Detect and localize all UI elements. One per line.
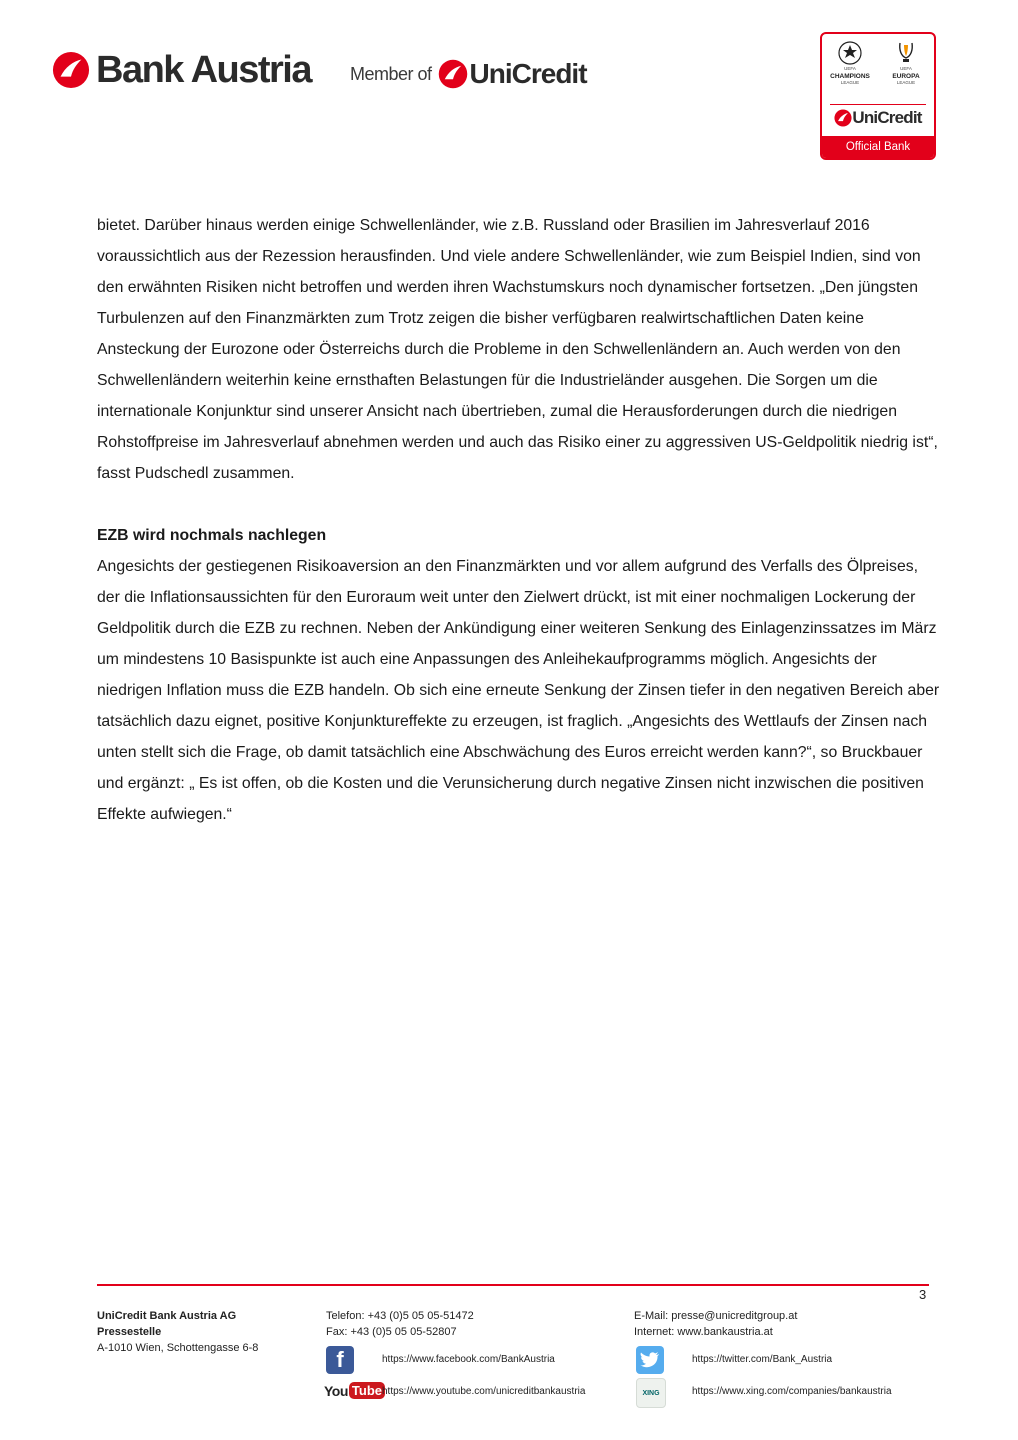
department: Pressestelle bbox=[97, 1326, 162, 1338]
xing-link[interactable]: https://www.xing.com/companies/bankaustria bbox=[692, 1386, 892, 1397]
badge-sponsor-name: UniCredit bbox=[852, 108, 922, 127]
section-heading: EZB wird nochmals nachlegen bbox=[97, 527, 327, 544]
youtube-tube: Tube bbox=[349, 1382, 385, 1399]
youtube-link[interactable]: https://www.youtube.com/unicreditbankaustria bbox=[382, 1386, 586, 1397]
fax: Fax: +43 (0)5 05 05-52807 bbox=[326, 1326, 457, 1338]
footer-company-block bbox=[97, 1308, 258, 1356]
footer-contact-block bbox=[326, 1308, 474, 1340]
trophy-icon bbox=[893, 40, 919, 66]
unicredit-logo-icon bbox=[834, 109, 852, 127]
comp2-name: EUROPA bbox=[892, 73, 920, 80]
paragraph-continuation: bietet. Darüber hinaus werden einige Schwellenländer, wie z.B. Russland oder Brasilien im Jahresverlauf 2016 voraussichtlich aus der Rezession herausfinden. Und viele andere Schwellenländer, wie zum Beispiel Indien, sind von den erwähnten Risiken nicht betroffen und werden ihren Wachstumskurs noch dynamischer fortsetzen. „Den jüngsten Turbulenzen auf den Finanzmärkten zum Trotz zeigen die bisher verfügbaren realwirtschaftlichen Daten keine Ansteckung der Eurozone oder Österreichs durch die Probleme in den Schwellenländern an. Auch werden von den Schwellenländern weiterhin keine ernsthaften Belastungen für die Industrieländer ausgehen. Die Sorgen um die internationale Konjunktur sind unserer Ansicht nach übertrieben, zumal die Herausforderungen durch die niedrigen Rohstoffpreise im Jahresverlauf abnehmen werden und auch das Risiko einer zu aggressiven US-Geldpolitik niedrig ist“, fasst Pudschedl zusammen. bbox=[97, 217, 938, 482]
badge-sponsor bbox=[822, 108, 934, 128]
article-body bbox=[97, 210, 942, 830]
comp1-name: CHAMPIONS bbox=[830, 73, 870, 80]
youtube-icon[interactable] bbox=[324, 1382, 385, 1399]
badge-divider bbox=[830, 104, 926, 105]
facebook-icon[interactable]: f bbox=[326, 1346, 354, 1374]
address: A-1010 Wien, Schottengasse 6-8 bbox=[97, 1342, 259, 1354]
page-number: 3 bbox=[919, 1287, 927, 1302]
unicredit-logo-icon bbox=[52, 51, 90, 89]
champions-league-mark bbox=[825, 40, 875, 98]
official-bank-badge bbox=[820, 32, 936, 160]
twitter-icon[interactable] bbox=[636, 1346, 664, 1374]
company-name: UniCredit Bank Austria AG bbox=[97, 1310, 237, 1322]
comp2-top: UEFA bbox=[900, 66, 912, 71]
twitter-link[interactable]: https://twitter.com/Bank_Austria bbox=[692, 1354, 833, 1365]
facebook-link[interactable]: https://www.facebook.com/BankAustria bbox=[382, 1354, 555, 1365]
bank-austria-logo bbox=[52, 50, 311, 90]
phone: Telefon: +43 (0)5 05 05-51472 bbox=[326, 1310, 474, 1322]
official-bank-label: Official Bank bbox=[822, 136, 934, 158]
xing-icon[interactable] bbox=[636, 1378, 666, 1408]
footer-divider bbox=[97, 1284, 929, 1286]
footer-online-block bbox=[634, 1308, 797, 1340]
bank-name: Bank Austria bbox=[96, 49, 311, 91]
comp2-sub: LEAGUE bbox=[896, 80, 916, 85]
paragraph-ezb: Angesichts der gestiegenen Risikoaversion an den Finanzmärkten und vor allem aufgrund des Verfalls des Ölpreises, der die Inflationsaussichten für den Euroraum weit unter den Zielwert drückt, ist mit einer nochmaligen Lockerung der Geldpolitik durch die EZB zu rechnen. Neben der Ankündigung einer weiteren Senkung des Einlagenzinssatzes im März um mindestens 10 Basispunkte ist auch eine Anpassungen des Anleihekaufprogramms möglich. Angesichts der niedrigen Inflation muss die EZB handeln. Ob sich eine erneute Senkung der Zinsen tiefer in den negativen Bereich aber tatsächlich dazu eignet, positive Konjunktureffekte zu erzeugen, ist fraglich. „Angesichts des Wettlaufs der Zinsen nach unten stellt sich die Frage, ob damit tatsächlich eine Abschwächung des Euros erreicht werden kann?“, so Bruckbauer und ergänzt: „ Es ist offen, ob die Kosten und die Verunsicherung durch negative Zinsen nicht inzwischen die positiven Effekte aufwiegen.“ bbox=[97, 558, 940, 823]
email[interactable]: E-Mail: presse@unicreditgroup.at bbox=[634, 1310, 798, 1322]
youtube-you: You bbox=[324, 1382, 348, 1399]
starball-icon bbox=[837, 40, 863, 66]
internet[interactable]: Internet: www.bankaustria.at bbox=[634, 1326, 773, 1338]
bird-icon bbox=[640, 1352, 660, 1368]
member-of-label: Member of bbox=[350, 63, 432, 84]
xing-label: XING bbox=[642, 1389, 660, 1397]
unicredit-logo-icon bbox=[438, 59, 468, 89]
group-name: UniCredit bbox=[469, 58, 587, 89]
member-of-unicredit bbox=[350, 58, 587, 90]
comp1-top: UEFA bbox=[844, 66, 856, 71]
europa-league-mark bbox=[881, 40, 931, 98]
comp1-sub: LEAGUE bbox=[840, 80, 860, 85]
